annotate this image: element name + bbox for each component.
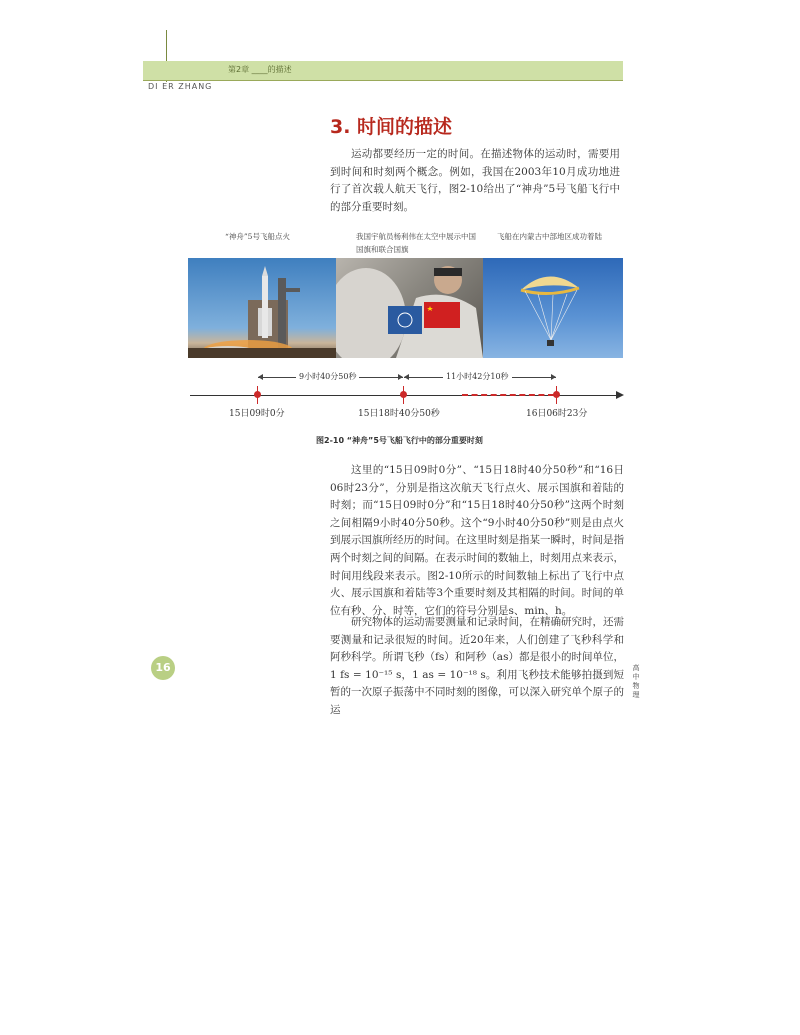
interval-label-1: 9小时40分50秒 — [296, 371, 359, 382]
photo-caption-flag: 我国宇航员杨利伟在太空中展示中国国旗和联合国旗 — [356, 232, 476, 254]
page-number: 16 — [151, 656, 175, 680]
time-point-marker — [400, 391, 407, 398]
intro-paragraph: 运动都要经历一定的时间。在描述物体的运动时，需要用到时间和时刻两个概念。例如，我国在2003年10月成功地进行了首次载人航天飞行，图2-10给出了“神舟”5号飞船飞行中的部分重要时刻。 — [330, 148, 620, 213]
time-point-marker — [254, 391, 261, 398]
photo-caption-launch: “神舟”5号飞船点火 — [225, 232, 290, 241]
launch-photo — [188, 258, 336, 358]
explanation-paragraph: 这里的“15日09时0分”、“15日18时40分50秒”和“16日06时23分”，分别是指这次航天飞行点火、展示国旗和着陆的时刻；而“15日09时0分”和“15日18时40分50秒”这两个时刻之间相隔9小时40分50秒。这个“9小时40分50秒”则是由点火到展示国旗所经历的时间。在这里时刻是指某一瞬时，时间是指两个时刻之间的间隔。在表示时间的数轴上，时刻用点来表示，时间用线段来表示。图2-10所示的时间数轴上标出了飞行中点火、展示国旗和着陆等3个重要时刻及其相隔的时间。时间的单位有秒、分、时等，它们的符号分别是s、min、h。 — [330, 464, 624, 617]
axis-arrow-icon — [616, 391, 624, 399]
interval-arrow-left-icon — [258, 374, 263, 380]
parachute-image — [483, 258, 623, 358]
interval-arrow-right-icon — [551, 374, 556, 380]
astronaut-flags-image — [336, 258, 483, 358]
research-paragraph: 研究物体的运动需要测量和记录时间，在精确研究时，还需要测量和记录很短的时间。近20年来，人们创建了飞秒科学和阿秒科学。所谓飞秒（fs）和阿秒（as）都是很小的时间单位，1 fs = 10⁻¹⁵ s，1 as = 10⁻¹⁸ s。利用飞秒技术能够拍摄到短暂的一次原子振荡中不同时刻的图像，可以深入研究单个原子的运 — [330, 616, 624, 716]
chapter-label: 第2章 ____的描述 — [228, 65, 292, 74]
photo-caption-landing: 飞船在内蒙古中部地区成功着陆 — [497, 232, 602, 241]
time-point-label-landing: 16日06时23分 — [526, 409, 588, 419]
figure-caption: 图2-10 “神舟”5号飞船飞行中的部分重要时刻 — [316, 436, 483, 445]
side-tab-label: 高中物理 — [632, 664, 640, 699]
time-axis-dashed-segment — [462, 394, 554, 396]
time-point-marker — [553, 391, 560, 398]
rocket-launch-image — [188, 258, 336, 358]
interval-arrow-left-icon — [404, 374, 409, 380]
interval-label-2: 11小时42分10秒 — [443, 371, 512, 382]
chapter-code: DI ER ZHANG — [148, 82, 213, 91]
time-point-label-launch: 15日09时0分 — [229, 409, 285, 419]
header-band — [143, 61, 623, 80]
interval-arrow-right-icon — [398, 374, 403, 380]
header-rule — [143, 80, 623, 81]
astronaut-photo — [336, 258, 483, 358]
time-point-label-flag: 15日18时40分50秒 — [358, 409, 440, 419]
landing-photo — [483, 258, 623, 358]
section-title: 3. 时间的描述 — [330, 116, 453, 138]
